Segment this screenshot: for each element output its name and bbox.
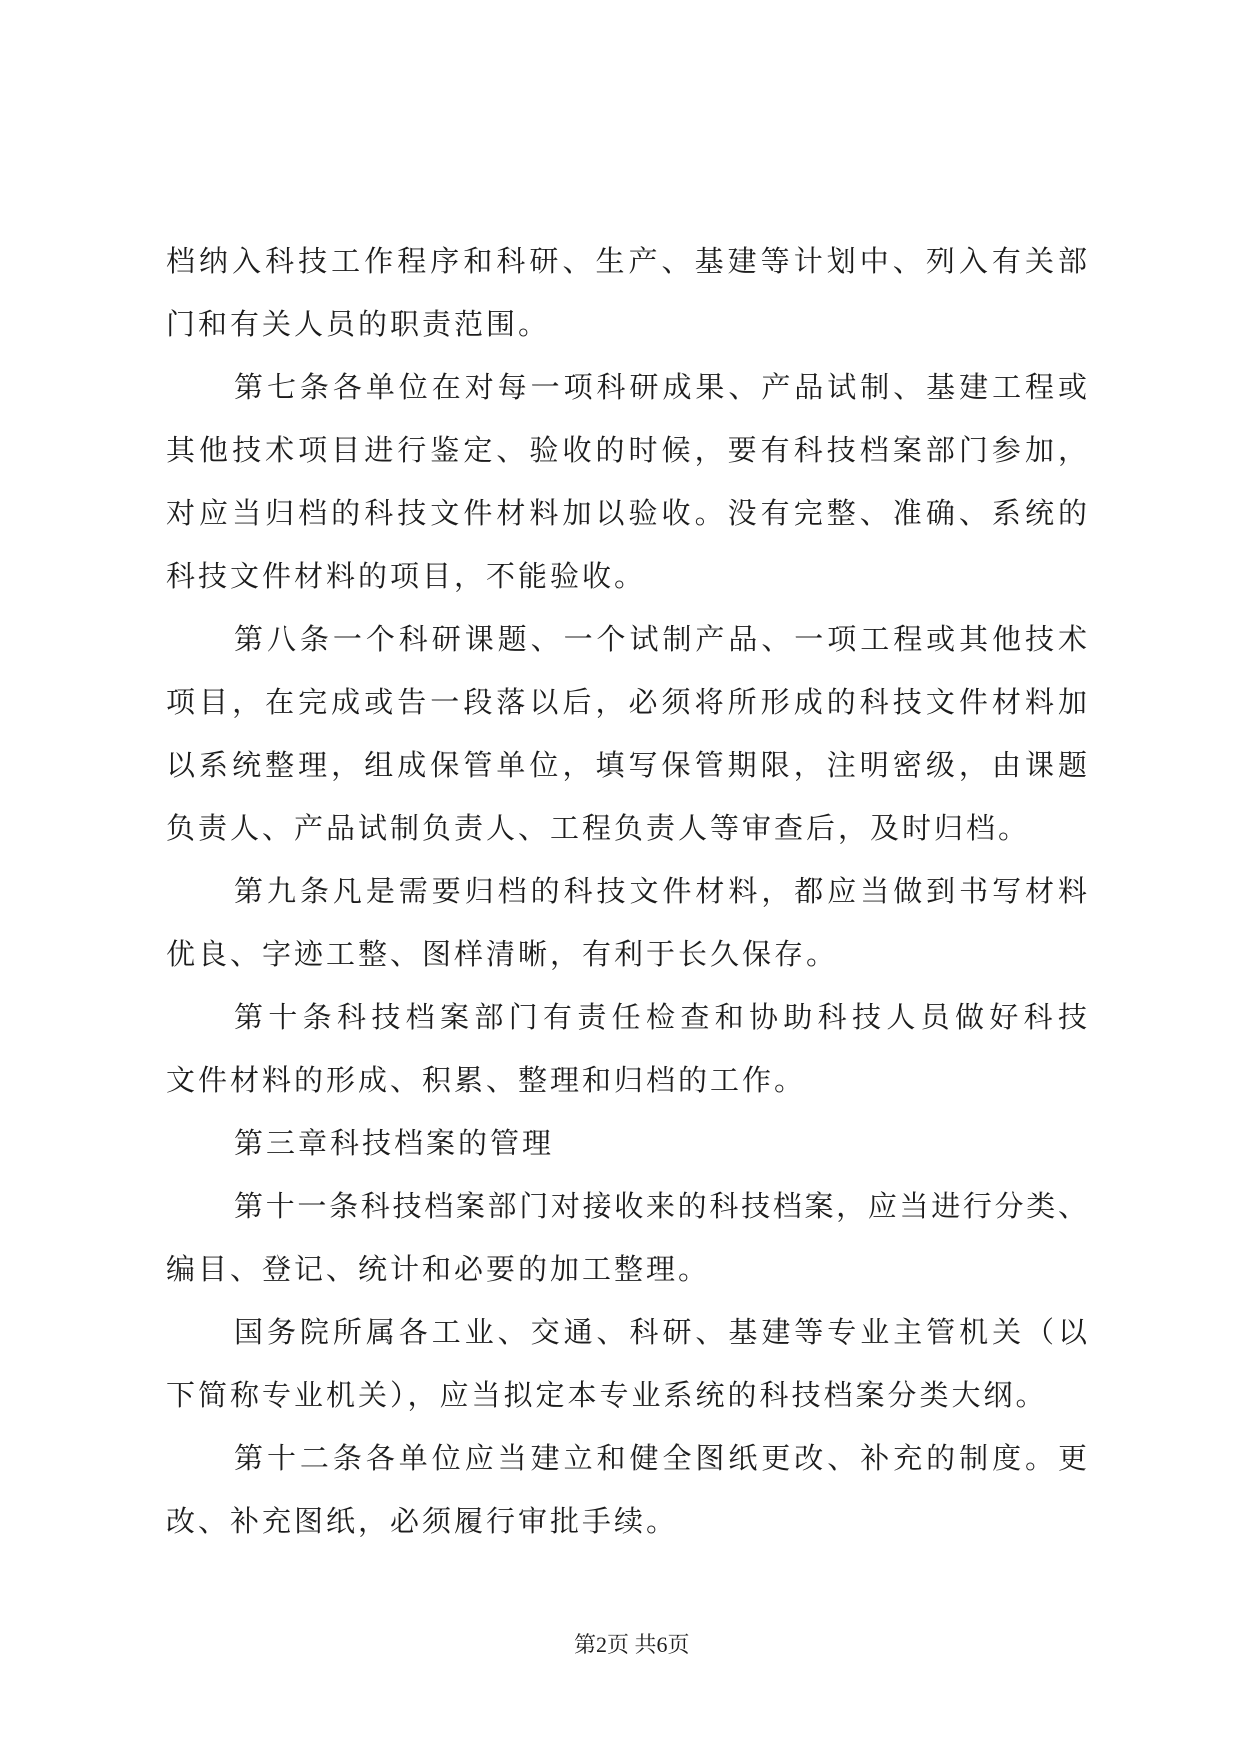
- text-line: 第七条各单位在对每一项科研成果、产品试制、基建工程或: [234, 370, 1089, 404]
- text-line: 对应当归档的科技文件材料加以验收。没有完整、准确、系统的: [166, 496, 1089, 530]
- document-body: [166, 230, 1089, 1553]
- paragraph: [166, 230, 1089, 356]
- text-line: 门和有关人员的职责范围。: [166, 307, 551, 341]
- text-line: 第八条一个科研课题、一个试制产品、一项工程或其他技术: [234, 622, 1089, 656]
- text-line: 改、补充图纸，必须履行审批手续。: [166, 1504, 679, 1538]
- paragraph: [166, 356, 1089, 608]
- paragraph: [166, 1427, 1089, 1553]
- text-line: 第十条科技档案部门有责任检查和协助科技人员做好科技: [234, 1000, 1089, 1034]
- paragraph: [166, 986, 1089, 1112]
- text-line: 以系统整理，组成保管单位，填写保管期限，注明密级，由课题: [166, 748, 1089, 782]
- text-line: 第九条凡是需要归档的科技文件材料，都应当做到书写材料: [234, 874, 1089, 908]
- text-line: 下简称专业机关），应当拟定本专业系统的科技档案分类大纲。: [166, 1378, 1048, 1412]
- paragraph: [166, 608, 1089, 860]
- text-line: 文件材料的形成、积累、整理和归档的工作。: [166, 1063, 807, 1097]
- text-line: 第十二条各单位应当建立和健全图纸更改、补充的制度。更: [234, 1441, 1089, 1475]
- paragraph: [166, 860, 1089, 986]
- text-line: 国务院所属各工业、交通、科研、基建等专业主管机关（以: [234, 1315, 1089, 1349]
- text-line: 优良、字迹工整、图样清晰，有利于长久保存。: [166, 937, 839, 971]
- text-line: 项目，在完成或告一段落以后，必须将所形成的科技文件材料加: [166, 685, 1089, 719]
- paragraph: [166, 1301, 1089, 1427]
- page-footer: 第2页 共6页: [574, 1632, 690, 1657]
- text-line: 科技文件材料的项目，不能验收。: [166, 559, 647, 593]
- text-line: 负责人、产品试制负责人、工程负责人等审查后，及时归档。: [166, 811, 1031, 845]
- text-line: 第十一条科技档案部门对接收来的科技档案，应当进行分类、: [234, 1189, 1089, 1223]
- text-line: 编目、登记、统计和必要的加工整理。: [166, 1252, 711, 1286]
- paragraph: [166, 1112, 1089, 1175]
- paragraph: [166, 1175, 1089, 1301]
- text-line: 第三章科技档案的管理: [234, 1126, 555, 1160]
- text-line: 档纳入科技工作程序和科研、生产、基建等计划中、列入有关部: [166, 244, 1089, 278]
- text-line: 其他技术项目进行鉴定、验收的时候，要有科技档案部门参加，: [166, 433, 1089, 467]
